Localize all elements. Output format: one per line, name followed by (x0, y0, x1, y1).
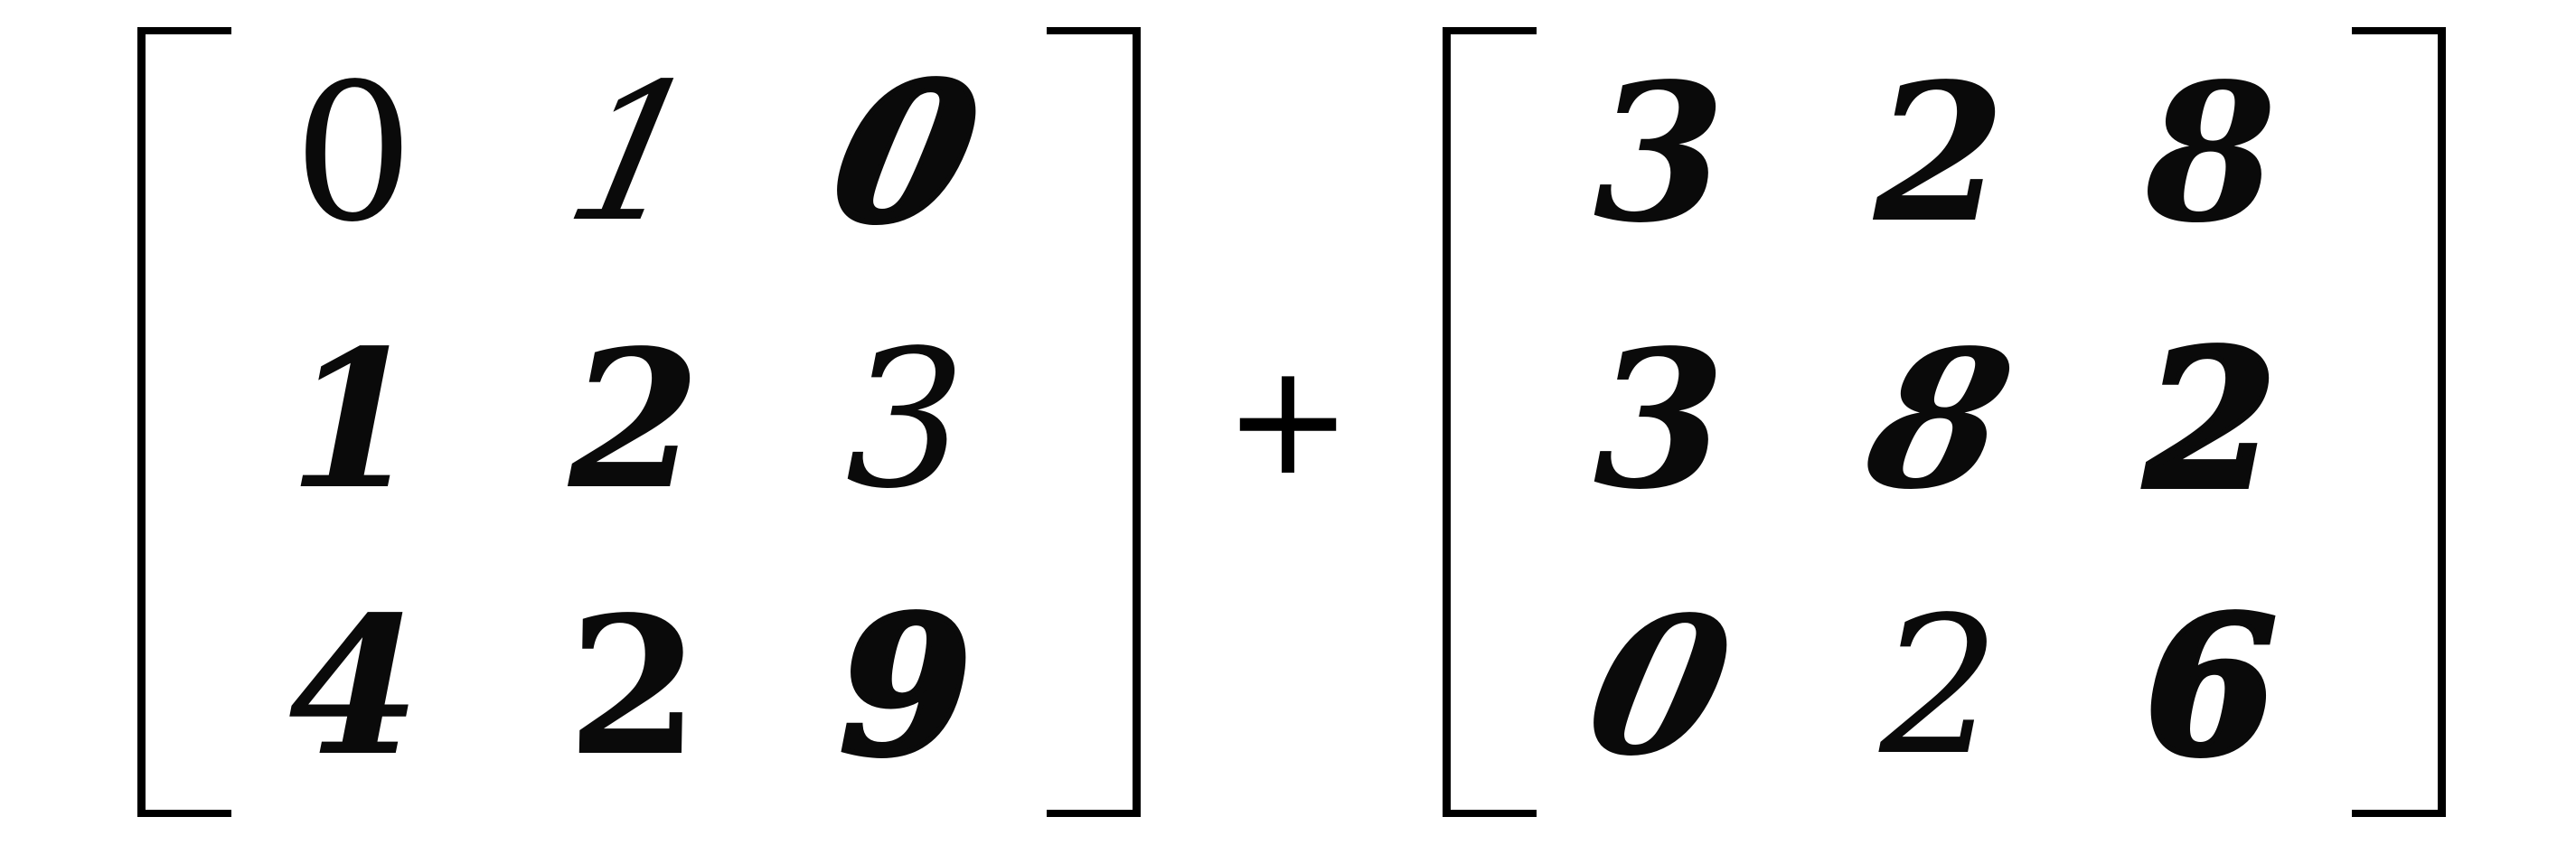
left-matrix-cell-r2-c2: 2 (568, 308, 701, 531)
right-matrix-cell-r1-c1: 3 (1593, 42, 1726, 265)
right-matrix-cell-r3-c1: 0 (1569, 575, 1750, 798)
left-matrix (137, 27, 1141, 817)
plus-operator: + (1223, 331, 1353, 510)
left-matrix-cell-r1-c2: 1 (550, 42, 719, 264)
left-matrix-cell-r3-c2: 2 (549, 575, 720, 798)
left-matrix-close-bracket (1047, 27, 1141, 817)
right-matrix-cell-r1-c2: 2 (1873, 42, 2007, 265)
left-matrix-cell-r3-c3: 9 (839, 575, 973, 798)
right-matrix-cell-r2-c3: 2 (2144, 308, 2278, 531)
right-matrix-cell-r1-c3: 8 (2144, 42, 2278, 265)
left-matrix-cell-r3-c1: 4 (287, 575, 421, 798)
left-matrix-cell-r2-c3: 3 (845, 309, 966, 530)
right-matrix-open-bracket (1443, 27, 1537, 817)
right-matrix-cell-r2-c1: 3 (1593, 308, 1726, 531)
left-matrix-cell-r1-c3: 0 (815, 42, 996, 265)
left-matrix-open-bracket (137, 27, 231, 817)
left-matrix-cell-r2-c1: 1 (287, 308, 421, 531)
left-matrix-cell-r1-c1: 0 (274, 42, 435, 264)
right-matrix (1443, 27, 2446, 817)
right-matrix-cell-r3-c2: 2 (1879, 576, 2000, 797)
right-matrix-close-bracket (2352, 27, 2446, 817)
right-matrix-cell-r2-c2: 8 (1849, 308, 2030, 531)
right-matrix-cell-r3-c3: 6 (2144, 575, 2278, 798)
